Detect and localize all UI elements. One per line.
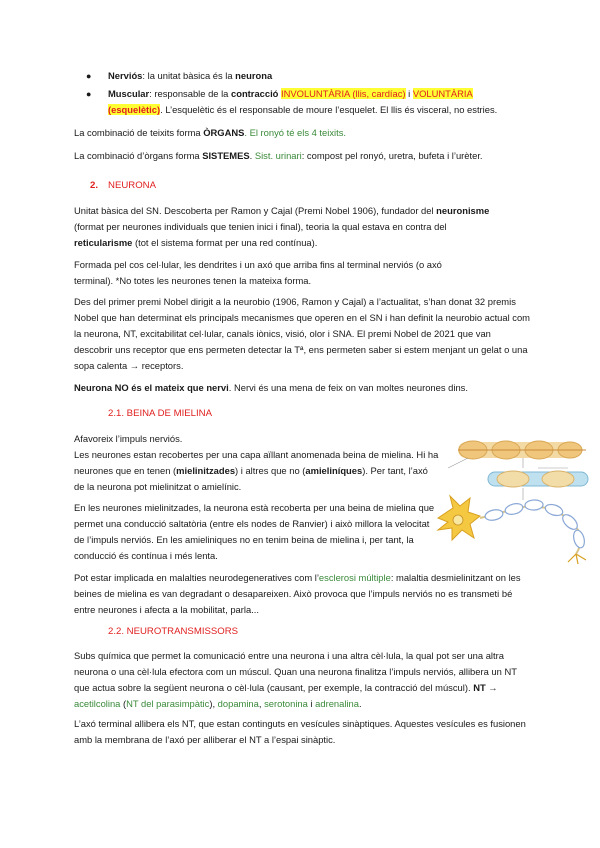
bullet-text: i xyxy=(405,88,413,99)
bullet-text: : responsable de la xyxy=(149,88,231,99)
para-unitat xyxy=(74,203,528,251)
highlight-esqueletic: (esquelètic) xyxy=(108,104,161,115)
text: ) i altres que no ( xyxy=(235,465,306,476)
heading-number: 2. xyxy=(90,180,99,191)
para-malalties xyxy=(74,570,528,618)
text: , xyxy=(258,698,265,709)
myelin-sheath-diagram xyxy=(448,441,586,468)
para-sistemes xyxy=(74,148,528,164)
text: (tot el sistema format per una red contínua). xyxy=(132,237,318,248)
text: ( xyxy=(120,698,127,709)
heading-beina-mielina: 2.1. BEINA DE MIELINA xyxy=(108,408,212,419)
highlight-voluntaria: VOLUNTÀRIA xyxy=(412,88,473,99)
green-term: acetilcolina xyxy=(74,698,121,709)
green-term: serotonina xyxy=(264,698,308,709)
green-note: Sist. urinari xyxy=(254,150,302,161)
bullet-icon: ● xyxy=(86,89,92,99)
green-term: adrenalina xyxy=(315,698,359,709)
bullet-text: : la unitat bàsica és la xyxy=(142,70,236,81)
text: Les neurones estan recobertes per una capa aïllant anomenada beina de mielina. Hi ha neurones que en tenen ( xyxy=(74,449,439,476)
text: : malaltia desmielinitzant on les beines de mielina es van degradant o desapareixen. Això provoca que l’impuls nerviós no es transmeti bé entre neurones i afecta a la mobilitat, parla... xyxy=(74,572,521,615)
para-organs xyxy=(74,125,528,141)
text: ), xyxy=(209,698,218,709)
bullet-label: Muscular xyxy=(108,88,150,99)
arrow-icon: → xyxy=(485,682,498,693)
neuron-icon xyxy=(428,438,593,566)
bullet-icon: ● xyxy=(86,71,92,81)
bullet-label: Nerviós xyxy=(108,70,143,81)
text: : compost pel ronyó, uretra, bufeta i l’urèter. xyxy=(301,150,483,161)
green-term: esclerosi múltiple xyxy=(318,572,391,583)
text: . xyxy=(249,150,255,161)
para-nobel: Des del primer premi Nobel dirigit a la neurobio (1906, Ramon y Cajal) a l’actualitat, s’han donat 32 premis Nobel que han determinat els principals mecanismes que operen en el SN i han definit la neurobio actual com la neurona, NT, excitabilitat cel·lular, canals iònics, visió, olor i SNA. El premi Nobel de 2021 que van descobrir uns receptor que ens permeten detectar la Tª, ens permeten saber si estem menjant un gelat o una sopa calenta → receptors. xyxy=(74,296,530,371)
axon-myelin xyxy=(480,500,586,564)
text: . Nervi és una mena de feix on van moltes neurones dins. xyxy=(228,382,468,393)
para-mielinitzades: En les neurones mielinitzades, la neurona està recoberta per una beina de mielina que permet una conducció saltatòria (entre els nodes de Ranvier) i això millora la velocitat de l’impuls nerviós. En les amieliniques no en tenim beina de mielina i, per tant, la conducció és contínua i més lenta. xyxy=(74,502,435,561)
bold-term: mielinitzades xyxy=(176,465,236,476)
heading-neurotransmissors: 2.2. NEUROTRANSMISSORS xyxy=(108,626,239,637)
bold-term: reticularisme xyxy=(74,237,133,248)
text: Afavoreix l’impuls nerviós. xyxy=(74,433,183,444)
bold-term: Neurona NO és el mateix que nervi xyxy=(74,382,229,393)
para-afavoreix xyxy=(74,431,440,495)
bold-term: SISTEMES xyxy=(202,150,250,161)
green-term: dopamina xyxy=(217,698,259,709)
text: Subs química que permet la comunicació entre una neurona i una altra cèl·lula, la qual pot ser una altra neurona o una cèl·lula efectora com un múscul. Quan una neurona finalitza l’impuls nerviós, allibera un NT que actua sobre la següent neurona o cèl·lula (causant, per exemple, la contracció del múscul). xyxy=(74,650,517,693)
bold-term: NT xyxy=(473,682,486,693)
bullet-bold: contracció xyxy=(231,88,279,99)
bold-term: neuronisme xyxy=(436,205,490,216)
para-formada: Formada pel cos cel·lular, les dendrites i un axó que arriba fins al terminal nerviós (o axó terminal). *No totes les neurones tenen la mateixa forma. xyxy=(74,259,442,286)
para-axo-terminal: L’axó terminal allibera els NT, que estan continguts en vesícules sinàptiques. Aquestes vesícules es fusionen amb la membrana de l’axó per alliberar el NT a l’espai sinàptic. xyxy=(74,718,526,745)
text: ). Per tant, l’axó de la neurona pot mielinitzat o amielínic. xyxy=(74,465,428,492)
myelinated-neuron-illustration xyxy=(428,438,593,566)
bold-term: ÒRGANS xyxy=(203,127,245,138)
text: . xyxy=(358,698,362,709)
heading-title: NEURONA xyxy=(108,180,156,191)
bullet-bold: neurona xyxy=(235,70,273,81)
highlight-involuntaria: INVOLUNTÀRIA (llis, cardíac) xyxy=(281,88,406,99)
text: Pot estar implicada en malalties neurodegeneratives com l’ xyxy=(74,572,319,583)
text: (format per neurones individuals que tenien inici i final), teoria la qual estava en contra del xyxy=(74,221,447,232)
text: La combinació de teixits forma xyxy=(74,127,204,138)
text: i xyxy=(307,698,316,709)
para-nervi xyxy=(74,380,528,396)
bullet-text: . L’esquelètic és el responsable de moure l’esquelet. El llis és visceral, no estries. xyxy=(160,104,498,115)
text: Unitat bàsica del SN. Descoberta per Ramon y Cajal (Premi Nobel 1906), fundador del xyxy=(74,205,437,216)
text: La combinació d’òrgans forma xyxy=(74,150,203,161)
cell-body xyxy=(438,496,480,540)
green-term: NT del parasimpàtic xyxy=(126,698,210,709)
heading-neurona xyxy=(90,180,156,191)
bold-term: amieliníques xyxy=(305,465,363,476)
para-subs xyxy=(74,648,530,712)
green-note: . El ronyó té els 4 teixits. xyxy=(244,127,346,138)
